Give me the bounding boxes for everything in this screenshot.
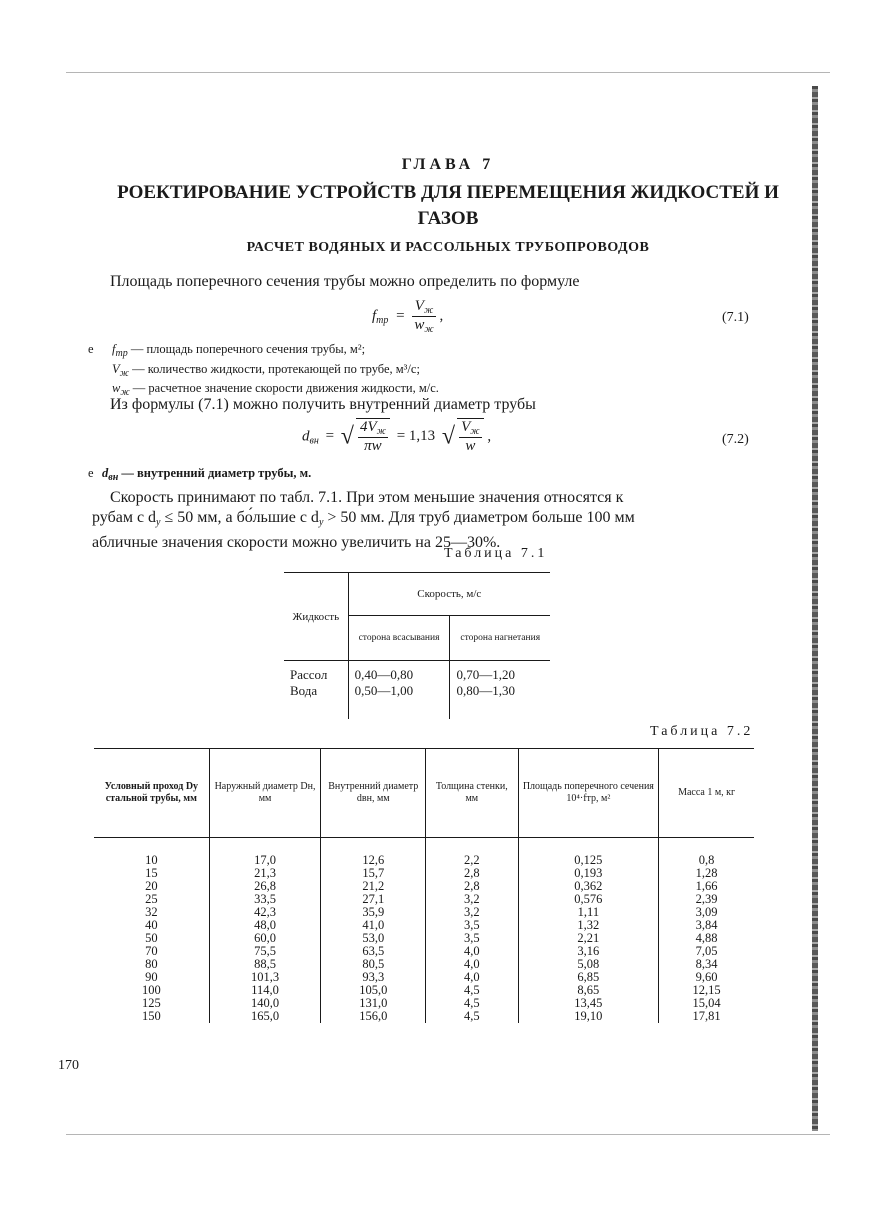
table-row — [94, 997, 754, 1010]
table-cell: 32 — [94, 906, 209, 919]
bottom-rule — [66, 1134, 830, 1135]
where-2-row: $V_ж$ — количество жидкости, протекающей по трубе, м³/с; — [112, 361, 420, 379]
table-1-header-discharge: сторона нагнетания — [460, 632, 541, 643]
table-cell: 75,5 — [209, 945, 321, 958]
table-cell: 33,5 — [209, 893, 321, 906]
where-3-text: — расчетное значение скорости движения жидкости, м/с. — [132, 381, 439, 395]
table-7-1 — [284, 572, 550, 719]
table-cell: 3,5 — [426, 932, 518, 945]
table-row — [94, 984, 754, 997]
table-cell: 3,84 — [695, 918, 718, 932]
table-cell: 3,2 — [426, 906, 518, 919]
table-row — [94, 893, 754, 906]
table-2-header-nominal: Условный проход Dу стальной трубы, мм — [94, 749, 209, 838]
where-2-symbol: V — [112, 361, 120, 376]
table-cell: 41,0 — [321, 919, 426, 932]
table-cell: 60,0 — [209, 932, 321, 945]
formula-1-number: (7.1) — [722, 310, 749, 325]
sqrt-sign-1: √ — [340, 423, 354, 450]
scan-edge-artifact — [812, 86, 818, 1131]
table-cell: 12,6 — [321, 838, 426, 868]
table-cell: 125 — [94, 997, 209, 1010]
table-row — [94, 867, 754, 880]
table-cell: 5,08 — [518, 958, 659, 971]
table-cell: 48,0 — [209, 919, 321, 932]
table-row — [94, 932, 754, 945]
table-cell: 90 — [94, 971, 209, 984]
table-row — [94, 945, 754, 958]
table-cell: 50 — [94, 932, 209, 945]
table-row — [94, 958, 754, 971]
formula-1-num-sub: ж — [423, 305, 434, 316]
table-cell: 2,8 — [426, 880, 518, 893]
table-cell: 35,9 — [321, 906, 426, 919]
formula-7-1 — [372, 298, 443, 335]
table-1-header-suction: сторона всасывания — [348, 616, 450, 661]
table-cell: 1,32 — [518, 919, 659, 932]
formula-2-lhs: d — [302, 428, 310, 445]
table-cell: 4,0 — [426, 945, 518, 958]
where-list-1 — [88, 342, 728, 401]
table-cell: 93,3 — [321, 971, 426, 984]
table-cell: 3,16 — [518, 945, 659, 958]
where-2-d-text: — внутренний диаметр трубы, м. — [121, 466, 312, 480]
table-cell: 3,2 — [426, 893, 518, 906]
table-2-caption: Таблица 7.2 — [650, 724, 754, 739]
chapter-label: ГЛАВА 7 — [401, 156, 495, 173]
table-cell: 0,8 — [698, 853, 715, 867]
page-number: 170 — [58, 1058, 79, 1073]
table-row: Вода 0,50—1,00 0,80—1,30 — [284, 683, 550, 719]
table-cell: 1,28 — [695, 866, 718, 880]
table-2-header-inner: Внутренний диаметр dвн, мм — [321, 749, 426, 838]
table-cell: 4,5 — [426, 997, 518, 1010]
table-cell: 4,5 — [426, 984, 518, 997]
table-cell: 0,125 — [518, 838, 659, 868]
table-cell: 0,576 — [518, 893, 659, 906]
table-row — [94, 906, 754, 919]
table-cell: 70 — [94, 945, 209, 958]
where-3-row: $w_ж$ — расчетное значение скорости движения жидкости, м/с. — [112, 381, 439, 398]
table-cell: 4,0 — [426, 971, 518, 984]
table-1-header-liquid: Жидкость — [284, 573, 348, 661]
paragraph-2: Из формулы (7.1) можно получить внутренний диаметр трубы — [110, 396, 536, 413]
table-cell: 21,3 — [209, 867, 321, 880]
table-cell: 2,39 — [695, 892, 718, 906]
where-1-text: — площадь поперечного сечения трубы, м²; — [130, 342, 366, 356]
formula-1-lhs-sub: тр — [376, 314, 389, 326]
table-cell: 27,1 — [321, 893, 426, 906]
formula-1-eq: = — [396, 307, 405, 324]
table-cell: 4,88 — [695, 931, 718, 945]
table-cell: 140,0 — [209, 997, 321, 1010]
table-cell: 19,10 — [518, 1010, 659, 1023]
top-rule — [66, 72, 830, 73]
formula-1-den: w — [414, 317, 425, 333]
formula-1-den-sub: ж — [424, 324, 434, 335]
table-1-caption: Таблица 7.1 — [444, 546, 548, 561]
where-list-2: е $d_{вн}$ — внутренний диаметр трубы, м. — [88, 466, 312, 483]
table-cell: 12,15 — [692, 983, 721, 997]
table-cell: 2,21 — [518, 932, 659, 945]
table-cell: 1,66 — [695, 879, 718, 893]
where-1-symbol: f — [112, 342, 116, 356]
paragraph-3-line-2: рубам с $d_у \le 50$ мм, а бо́льшие с $d_у > 50$ мм. Для труб диаметром больше 100 мм — [92, 509, 635, 528]
table-cell: 101,3 — [209, 971, 321, 984]
table-cell: 15,7 — [321, 867, 426, 880]
table-cell: 53,0 — [321, 932, 426, 945]
table-row — [94, 838, 754, 868]
chapter-title — [96, 180, 800, 232]
formula-1-tail: , — [439, 307, 444, 324]
table-cell: 42,3 — [209, 906, 321, 919]
table-cell: 13,45 — [518, 997, 659, 1010]
table-cell: 17,0 — [209, 838, 321, 868]
paragraph-3 — [92, 488, 762, 553]
table-cell: 8,65 — [518, 984, 659, 997]
where-1-row: е $f_{тр}$ — площадь поперечного сечения трубы, м²; — [88, 342, 366, 359]
table-cell: 4,5 — [426, 1010, 518, 1023]
table-row: Рассол 0,40—0,80 0,70—1,20 — [284, 661, 550, 684]
paragraph-3-line-3: абличные значения скорости можно увеличить на 25—30%. — [92, 534, 501, 551]
section-title: РАСЧЕТ ВОДЯНЫХ И РАССОЛЬНЫХ ТРУБОПРОВОДОВ — [246, 240, 650, 255]
formula-1-lhs: f — [372, 307, 377, 324]
table-cell: 26,8 — [209, 880, 321, 893]
formula-1-fraction — [412, 298, 435, 335]
chapter-title-line-2: ГАЗОВ — [417, 208, 479, 229]
chapter-title-line-1: РОЕКТИРОВАНИЕ УСТРОЙСТВ ДЛЯ ПЕРЕМЕЩЕНИЯ ЖИДКОСТЕЙ И — [117, 182, 779, 203]
table-2-header-outer: Наружный диаметр Dн, мм — [209, 749, 321, 838]
table-cell: 165,0 — [209, 1010, 321, 1023]
table-cell: 9,60 — [695, 970, 718, 984]
formula-1-num: V — [414, 298, 424, 314]
table-2-header-wall: Толщина стенки, мм — [426, 749, 518, 838]
table-cell: 105,0 — [321, 984, 426, 997]
table-cell: 7,05 — [695, 944, 718, 958]
table-cell: 21,2 — [321, 880, 426, 893]
where-2-text: — количество жидкости, протекающей по трубе, м³/с; — [132, 361, 420, 376]
table-cell: 10 — [94, 838, 209, 868]
table-cell: 6,85 — [518, 971, 659, 984]
paragraph-1: Площадь поперечного сечения трубы можно определить по формуле — [110, 273, 580, 290]
table-cell: 15 — [94, 867, 209, 880]
table-1-header-speed: Скорость, м/с — [348, 573, 550, 616]
table-row — [94, 880, 754, 893]
table-cell: 156,0 — [321, 1010, 426, 1023]
where-2-symbol-d: d — [102, 466, 109, 480]
table-cell: 3,5 — [426, 919, 518, 932]
formula-2-number: (7.2) — [722, 432, 749, 447]
table-cell: 25 — [94, 893, 209, 906]
formula-2-radicand-1: $\frac{4V_ж}{\pi w}$ — [356, 418, 390, 455]
table-row — [94, 1010, 754, 1023]
table-cell: 0,362 — [518, 880, 659, 893]
table-cell: 0,193 — [518, 867, 659, 880]
table-cell: 20 — [94, 880, 209, 893]
table-cell: 114,0 — [209, 984, 321, 997]
table-cell: 80,5 — [321, 958, 426, 971]
table-cell: 80 — [94, 958, 209, 971]
table-2-body — [94, 838, 754, 1024]
table-row — [94, 919, 754, 932]
table-row — [94, 971, 754, 984]
table-cell: 3,09 — [695, 905, 718, 919]
table-cell: 131,0 — [321, 997, 426, 1010]
table-cell: 2,2 — [426, 838, 518, 868]
where-3-symbol: w — [112, 381, 121, 395]
table-cell: 63,5 — [321, 945, 426, 958]
table-cell: 88,5 — [209, 958, 321, 971]
formula-2-radicand-2: $\frac{V_ж}{w}$ — [457, 418, 483, 455]
table-cell: 40 — [94, 919, 209, 932]
table-2-header-mass: Масса 1 м, кг — [678, 787, 736, 798]
table-cell: 4,0 — [426, 958, 518, 971]
table-2-header-area: Площадь поперечного сечения 10⁴·fтр, м² — [518, 749, 659, 838]
formula-7-2: $d_{вн}$ = √ $\frac{4V_ж}{\pi w}$ = 1,13 √ $\frac{V_ж}{w}$ , — [302, 419, 492, 454]
sqrt-sign-2: √ — [441, 423, 456, 450]
paragraph-3-line-1: Скорость принимают по табл. 7.1. При этом меньшие значения относятся к — [110, 489, 624, 506]
table-cell: 17,81 — [692, 1009, 721, 1023]
table-cell: 150 — [94, 1010, 209, 1023]
table-cell: 8,34 — [695, 957, 718, 971]
table-7-2 — [94, 748, 754, 1023]
table-cell: 2,8 — [426, 867, 518, 880]
table-cell: 15,04 — [692, 996, 721, 1010]
table-cell: 1,11 — [518, 906, 659, 919]
table-cell: 100 — [94, 984, 209, 997]
